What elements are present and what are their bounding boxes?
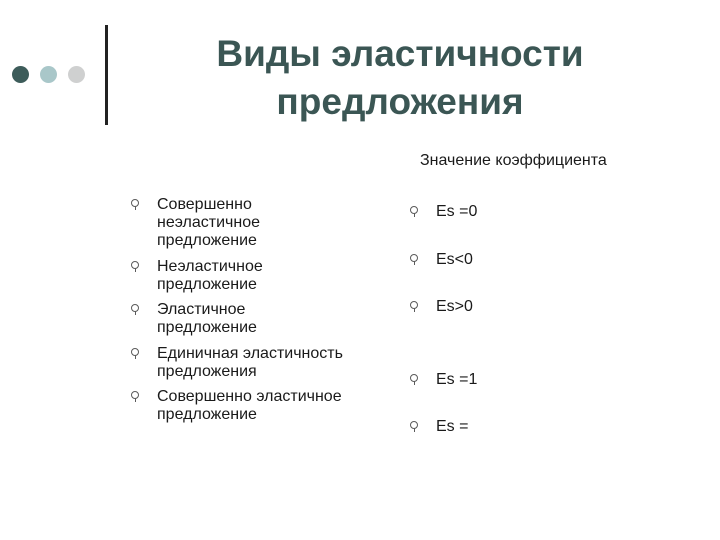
bullet-icon [131,304,139,312]
coefficient-label: Es>0 [436,298,473,315]
list-item-line: неэластичное [157,214,261,231]
light-teal-dot-icon [40,66,57,83]
list-item-line: Эластичное [157,301,246,318]
bullet-icon [131,348,139,356]
coefficient-label: Es =0 [436,203,478,220]
list-item-line: предложение [157,406,257,423]
gray-dot-icon [68,66,85,83]
list-item-line: предложение [157,276,257,293]
bullet-icon [410,254,418,262]
coefficient-label: Es = [436,418,469,435]
bullet-icon [131,199,139,207]
list-item-line: Неэластичное [157,258,263,275]
bullet-icon [410,206,418,214]
bullet-icon [410,421,418,429]
bullet-icon [410,301,418,309]
vertical-divider [105,25,108,125]
title-line-2: предложения [276,81,524,122]
list-item-line: Единичная эластичность [157,345,343,362]
title-line-1: Виды эластичности [216,33,584,74]
coefficient-label: Es =1 [436,371,478,388]
list-item-line: предложение [157,319,257,336]
list-item-line: Совершенно эластичное [157,388,342,405]
bullet-icon [131,261,139,269]
column-header: Значение коэффициента [420,152,607,169]
slide-title [140,30,660,126]
dark-dot-icon [12,66,29,83]
list-item-line: предложение [157,232,257,249]
list-item-line: Совершенно [157,196,252,213]
coefficient-label: Es<0 [436,251,473,268]
bullet-icon [410,374,418,382]
decorative-dots [12,66,92,84]
bullet-icon [131,391,139,399]
list-item-line: предложения [157,363,257,380]
